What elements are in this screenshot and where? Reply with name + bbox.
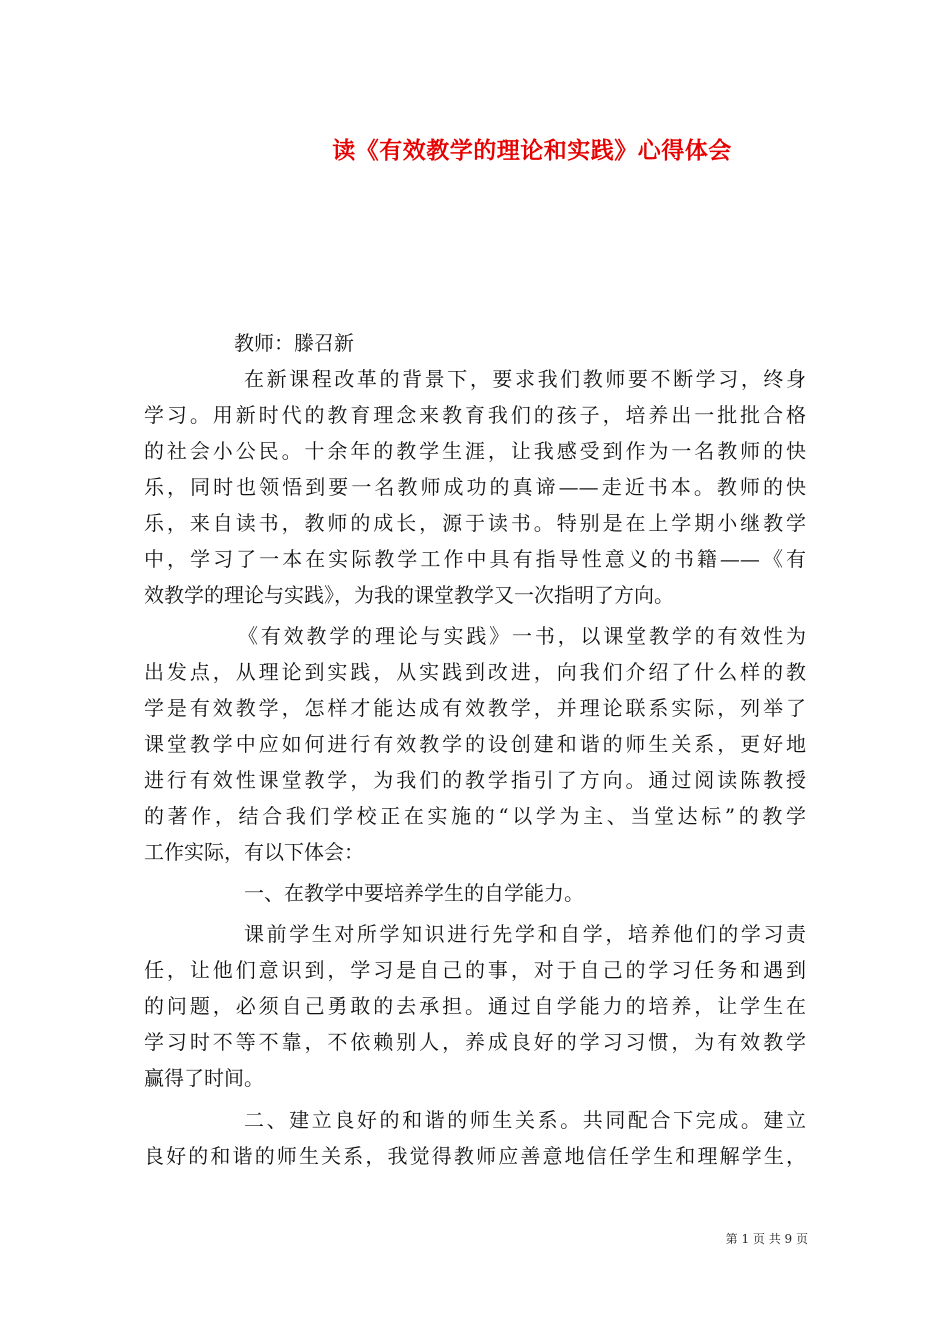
- text-line: 在新课程改革的背景下，要求我们教师要不断学习，终身: [244, 367, 806, 391]
- author-line: 教师：滕召新: [234, 331, 354, 355]
- section-heading: 二、建立良好的和谐的师生关系。共同配合下完成。建立: [244, 1108, 806, 1132]
- text-line: 的著作，结合我们学校正在实施的“以学为主、当堂达标”的教学: [144, 804, 806, 828]
- text-line: 效教学的理论与实践》，为我的课堂教学又一次指明了方向。: [144, 583, 674, 607]
- text-line: 进行有效性课堂教学，为我们的教学指引了方向。通过阅读陈教授: [144, 768, 806, 792]
- text-line: 赢得了时间。: [144, 1066, 264, 1090]
- text-line: 的社会小公民。十余年的教学生涯，让我感受到作为一名教师的快: [144, 439, 806, 463]
- text-line: 中，学习了一本在实际教学工作中具有指导性意义的书籍——《有: [144, 547, 806, 571]
- text-line: 出发点，从理论到实践，从实践到改进，向我们介绍了什么样的教: [144, 660, 806, 684]
- text-line: 任，让他们意识到，学习是自己的事，对于自己的学习任务和遇到: [144, 958, 806, 982]
- text-line: 乐，来自读书，教师的成长，源于读书。特别是在上学期小继教学: [144, 511, 806, 535]
- document-title: 读《有效教学的理论和实践》心得体会: [332, 137, 732, 164]
- text-line: 乐，同时也领悟到要一名教师成功的真谛——走近书本。教师的快: [144, 475, 806, 499]
- page-number: 第 1 页 共 9 页: [725, 1232, 808, 1246]
- text-line: 《有效教学的理论与实践》一书，以课堂教学的有效性为: [238, 624, 806, 648]
- text-line: 学习时不等不靠，不依赖别人，养成良好的学习习惯，为有效教学: [144, 1030, 806, 1054]
- text-line: 良好的和谐的师生关系，我觉得教师应善意地信任学生和理解学生，: [144, 1144, 806, 1168]
- text-line: 课堂教学中应如何进行有效教学的设创建和谐的师生关系，更好地: [144, 732, 806, 756]
- text-line: 课前学生对所学知识进行先学和自学，培养他们的学习责: [244, 922, 806, 946]
- text-line: 学习。用新时代的教育理念来教育我们的孩子，培养出一批批合格: [144, 403, 806, 427]
- section-heading: 一、在教学中要培养学生的自学能力。: [244, 881, 584, 905]
- text-line: 的问题，必须自己勇敢的去承担。通过自学能力的培养，让学生在: [144, 994, 806, 1018]
- text-line: 学是有效教学，怎样才能达成有效教学，并理论联系实际，列举了: [144, 696, 806, 720]
- text-line: 工作实际，有以下体会：: [144, 840, 364, 864]
